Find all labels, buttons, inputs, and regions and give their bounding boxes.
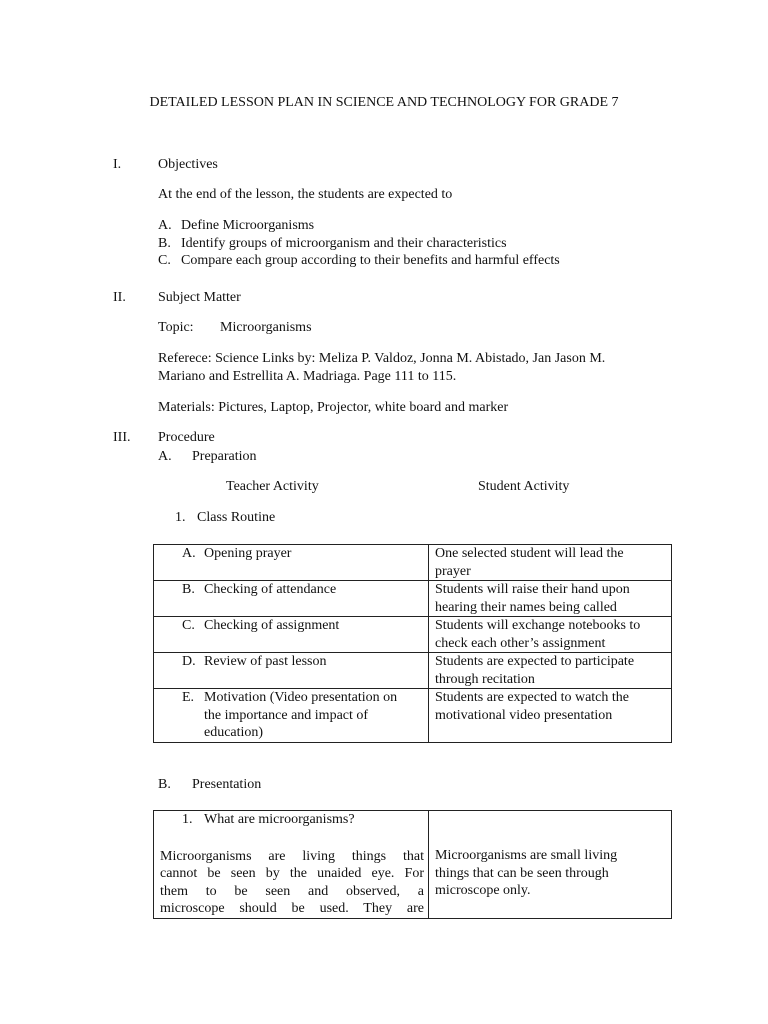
class-routine-table	[153, 544, 672, 743]
routine-label: Class Routine	[197, 510, 276, 525]
student-cell: Students will exchange notebooks to check each other’s assignment	[429, 617, 672, 653]
student-cell: One selected student will lead the prayer	[429, 545, 672, 581]
table-row	[154, 581, 672, 617]
presentation-letter: B.	[158, 777, 171, 792]
preparation-label: Preparation	[192, 449, 257, 464]
presentation-table	[153, 810, 672, 919]
objectives-list	[158, 217, 560, 270]
teacher-cell: D. Review of past lesson	[154, 653, 429, 689]
teacher-cell: C. Checking of assignment	[154, 617, 429, 653]
objective-item: A. Define Microorganisms	[158, 218, 315, 233]
objectives-intro: At the end of the lesson, the students are expected to	[158, 187, 453, 202]
student-cell: Students will raise their hand upon hearing their names being called	[429, 581, 672, 617]
student-activity-header: Student Activity	[478, 479, 570, 494]
materials: Materials: Pictures, Laptop, Projector, white board and marker	[158, 400, 509, 415]
procedure-heading: Procedure	[158, 430, 215, 445]
table-row	[154, 689, 672, 743]
objectives-heading: Objectives	[158, 157, 218, 172]
teacher-cell: A. Opening prayer	[154, 545, 429, 581]
table-row	[154, 653, 672, 689]
reference-line-1: Referece: Science Links by: Meliza P. Valdoz, Jonna M. Abistado, Jan Jason M.	[158, 351, 606, 366]
student-cell: Students are expected to watch the motivational video presentation	[429, 689, 672, 743]
table-row	[154, 811, 672, 919]
reference-line-2: Mariano and Estrellita A. Madriaga. Page 111 to 115.	[158, 369, 457, 384]
document-title: DETAILED LESSON PLAN IN SCIENCE AND TECHNOLOGY FOR GRADE 7	[149, 95, 619, 110]
teacher-cell: 1. What are microorganisms? Microorganisms are living things that cannot be seen by the unaided eye. For them to be seen and observed, a microscope should be used. They are	[154, 811, 429, 919]
student-cell: Microorganisms are small living things that can be seen through microscope only.	[429, 811, 672, 919]
subject-matter-heading: Subject Matter	[158, 290, 241, 305]
presentation-label: Presentation	[192, 777, 262, 792]
section-1-numeral: I.	[113, 157, 122, 172]
routine-number: 1.	[175, 510, 186, 525]
table-row	[154, 617, 672, 653]
section-2-numeral: II.	[113, 290, 126, 305]
table-row	[154, 545, 672, 581]
objective-item: B. Identify groups of microorganism and their characteristics	[158, 235, 507, 251]
teacher-cell: B. Checking of attendance	[154, 581, 429, 617]
teacher-activity-header: Teacher Activity	[226, 479, 319, 494]
topic-label: Topic:	[158, 320, 194, 335]
preparation-letter: A.	[158, 449, 172, 464]
teacher-cell: E. Motivation (Video presentation on the importance and impact of education)	[154, 689, 429, 743]
section-3-numeral: III.	[113, 430, 131, 445]
student-cell: Students are expected to participate through recitation	[429, 653, 672, 689]
topic-value: Microorganisms	[220, 320, 312, 335]
objective-item: C. Compare each group according to their benefits and harmful effects	[158, 253, 560, 268]
